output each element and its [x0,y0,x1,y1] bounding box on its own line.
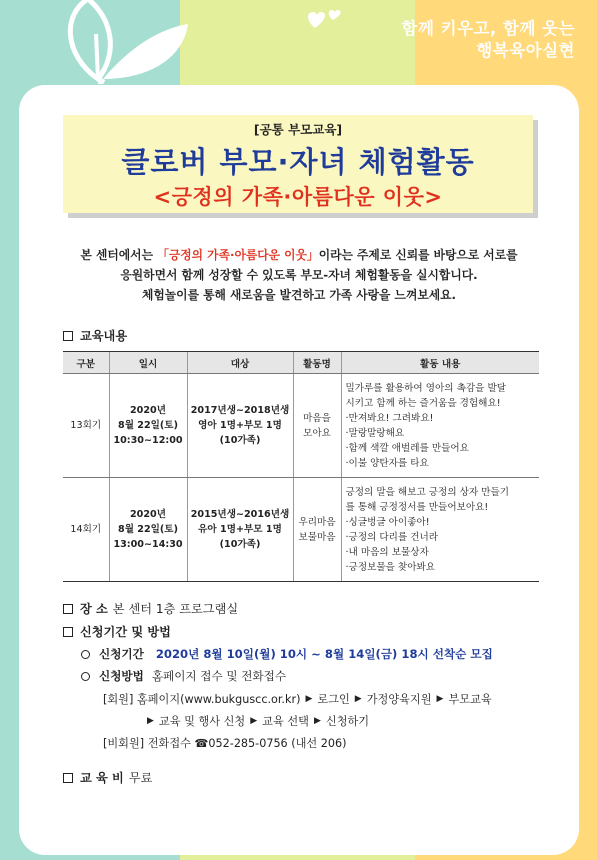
arrow-right-icon: ▶ [147,716,154,726]
member-steps-line2 [147,713,369,729]
activity-content-line: ·말랑말랑해요 [345,427,405,439]
application-heading-label: 신청기간 및 방법 [80,625,171,639]
arrow-right-icon: ▶ [250,716,258,726]
date-time: 13:00~14:30 [113,539,183,550]
place-value: 본 센터 1층 프로그램실 [112,602,239,616]
table-header-row [63,352,539,374]
checkbox-square-icon [63,331,73,341]
arrow-right-icon: ▶ [436,694,444,704]
member-step: 교육 선택 [262,715,309,728]
member-step: 교육 및 행사 신청 [158,715,246,728]
member-steps-line1 [103,691,492,707]
activity-content-line: 를 통해 긍정정서를 만들어보아요! [345,501,489,513]
activity-content-line: 시키고 함께 하는 즐거움을 경험해요! [345,397,501,409]
target-people: 유아 1명+부모 1명 [198,524,282,535]
date-year: 2020년 [130,509,166,520]
activity-content-cell [341,478,539,582]
intro-line1-pre: 본 센터에서는 [80,248,158,262]
activity-name-cell [293,478,341,582]
target-families: (10가족) [219,435,261,446]
activity-content-line: ·긍정의 다리를 건너라 [345,531,439,543]
member-step: 신청하기 [325,715,370,728]
checkbox-square-icon [63,627,73,637]
education-heading-label: 교육내용 [80,329,128,343]
target-people: 영아 1명+부모 1명 [198,420,282,431]
target-birth: 2017년생~2018년생 [190,405,290,416]
nonmember-row [103,735,347,751]
column-header: 활동명 [293,352,341,374]
target-cell [187,478,293,582]
schedule-table [63,351,539,582]
intro-text [39,245,559,305]
place-label: 장 소 [80,602,108,616]
method-value: 홈페이지 접수 및 전화접수 [151,669,287,683]
date-cell [109,374,187,478]
session-cell: 14회기 [63,478,109,582]
date-day: 8월 22일(토) [118,524,178,535]
content-card [19,85,579,855]
page-subtitle: <긍정의 가족·아름다운 이웃> [153,185,443,209]
table-row [63,478,539,582]
activity-content-line: 긍정의 말을 해보고 긍정의 상자 만들기 [345,486,510,498]
activity-name-cell [293,374,341,478]
table-row [63,374,539,478]
arrow-right-icon: ▶ [305,694,313,704]
member-step: 로그인 [317,693,350,706]
activity-content-line: ·만져봐요! 그려봐요! [345,412,434,424]
column-header: 일시 [109,352,187,374]
slogan-line2: 행복육아실현 [476,41,575,60]
fee-row [63,769,152,786]
circle-bullet-icon [81,672,90,681]
hearts-icon [305,6,345,36]
arrow-right-icon: ▶ [313,716,321,726]
intro-line3: 체험놀이를 통해 새로움을 발견하고 가족 사랑을 느껴보세요. [141,288,457,302]
slogan [402,18,575,62]
nonmember-text: [비회원] 전화접수 ☎052-285-0756 (내선 206) [103,737,347,750]
application-heading [63,623,171,640]
intro-line1-post: 이라는 주제로 신뢰를 바탕으로 서로를 [318,248,518,262]
method-label: 신청방법 [99,669,144,683]
activity-content-cell [341,374,539,478]
page-title: 클로버 부모·자녀 체험활동 [121,145,475,179]
fee-label: 교 육 비 [80,771,124,785]
fee-value: 무료 [128,771,153,785]
member-step: 가정양육지원 [366,693,432,706]
target-families: (10가족) [219,539,261,550]
intro-highlight: 「긍정의 가족·아름다운 이웃」 [157,248,319,262]
column-header: 구분 [63,352,109,374]
activity-content-line: ·함께 색깔 애벌레를 만들어요 [345,442,469,454]
target-cell [187,374,293,478]
place-row [63,600,238,617]
activity-content-line: 밀가루를 활용하여 영아의 촉감을 발달 [345,382,506,394]
period-row [81,646,493,662]
intro-line2: 응원하면서 함께 성장할 수 있도록 부모-자녀 체험활동을 실시합니다. [120,268,478,282]
activity-name-line: 우리마음 [298,516,336,528]
activity-content-line: ·긍정보물을 찾아봐요 [345,561,436,573]
target-birth: 2015년생~2016년생 [190,509,290,520]
member-prefix: [회원] 홈페이지(www.bukguscc.or.kr) [103,693,301,706]
date-time: 10:30~12:00 [113,435,183,446]
activity-content-line: ·싱글벙글 아이좋아! [345,516,430,528]
period-label: 신청기간 [99,647,144,661]
date-cell [109,478,187,582]
title-box [63,115,533,213]
activity-content-line: ·이불 양탄자를 타요 [345,457,429,469]
date-year: 2020년 [130,405,166,416]
period-value: 2020년 8월 10일(월) 10시 ~ 8월 14일(금) 18시 선착순 모집 [155,647,493,661]
checkbox-square-icon [63,773,73,783]
leaf-icon [58,0,198,84]
column-header: 활동 내용 [341,352,539,374]
checkbox-square-icon [63,604,73,614]
date-day: 8월 22일(토) [118,420,178,431]
session-cell: 13회기 [63,374,109,478]
activity-name-line: 보물마음 [298,531,336,543]
education-heading [63,327,127,344]
slogan-line1: 함께 키우고, 함께 웃는 [401,19,575,38]
activity-content-line: ·내 마음의 보물상자 [345,546,429,558]
arrow-right-icon: ▶ [354,694,362,704]
activity-name-line: 마음을 [303,412,331,424]
method-row [81,668,286,684]
member-step: 부모교육 [448,693,492,706]
column-header: 대상 [187,352,293,374]
title-tag: [공통 부모교육] [253,122,343,137]
circle-bullet-icon [81,650,90,659]
activity-name-line: 모아요 [303,427,331,439]
